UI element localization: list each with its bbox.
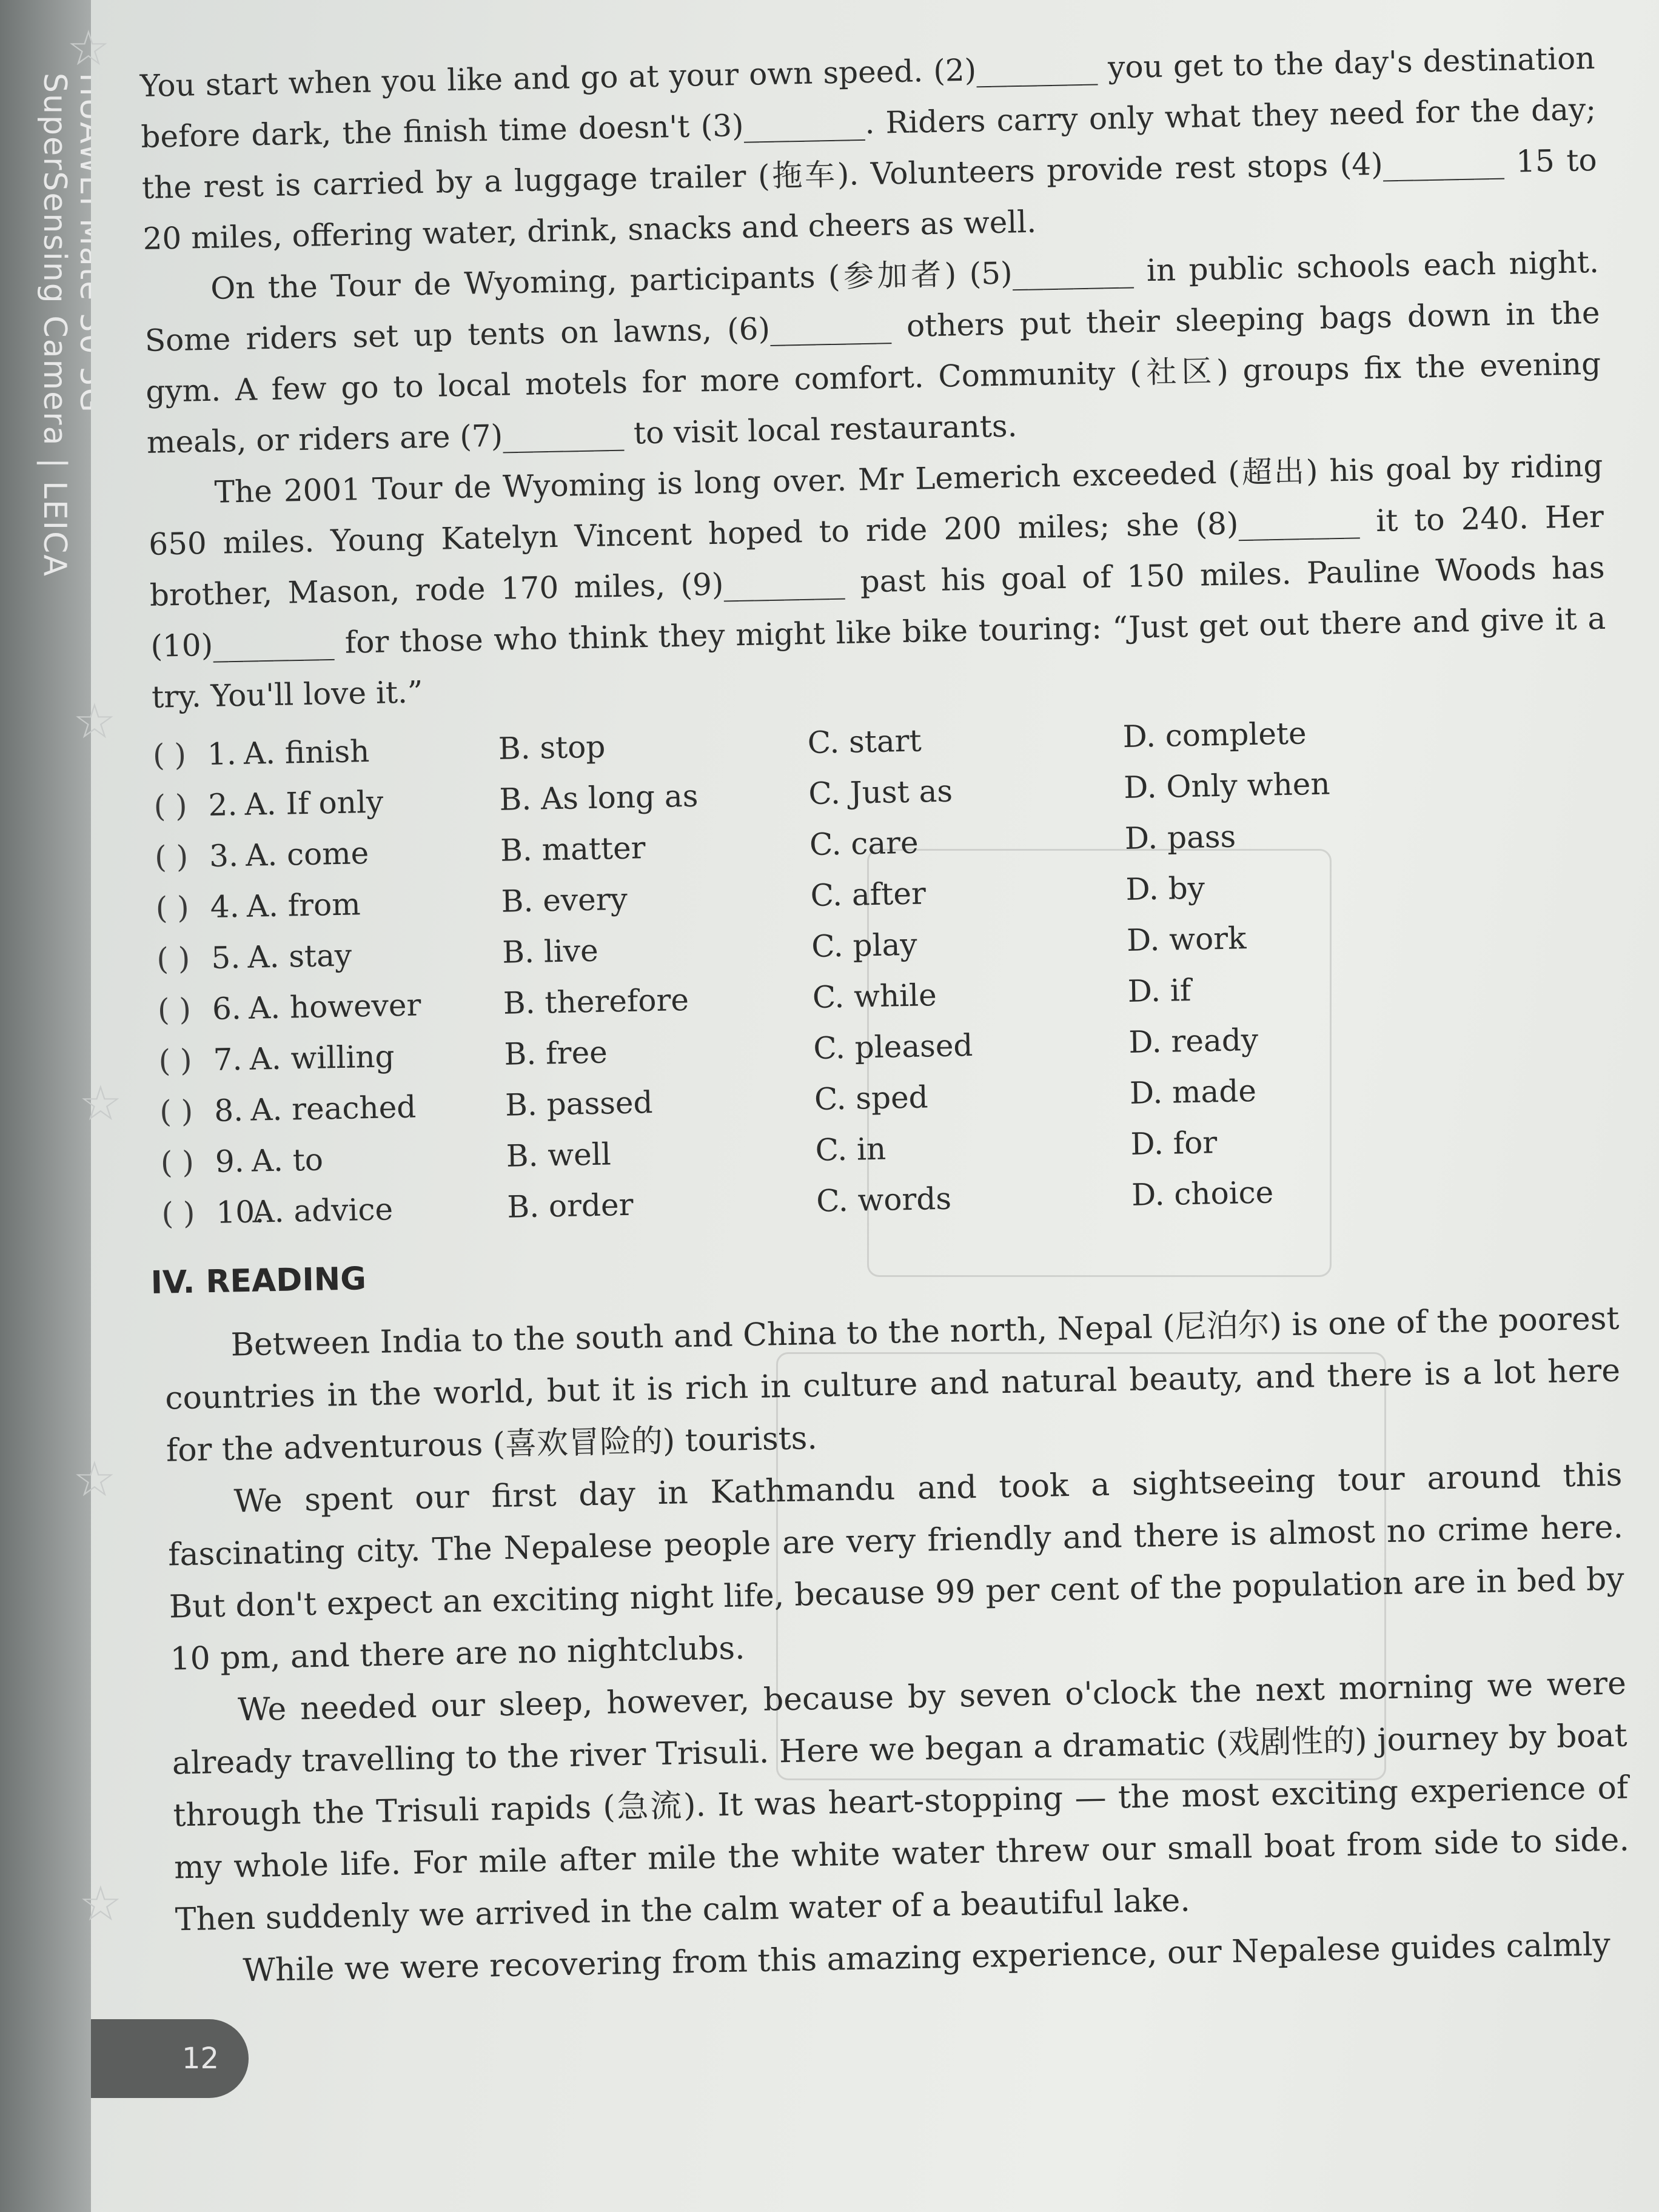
question-2-option-a [208, 774, 500, 831]
reading-paragraph-3: We needed our sleep, however, because by seven o'clock the next morning we were already travelling to the river Trisuli. Here we began a dramatic (戏剧性的) journey by boat through the Trisuli rapids (急流). It was heart-stopping — the most exciting experience of my whole life. For mile after mile the white water threw our small boat from side to side. Then suddenly we arrived in the calm water of a beautiful lake. [172, 1665, 1630, 1939]
question-7-option-d: D. ready [1128, 1022, 1259, 1060]
question-10-option-b: B. order [506, 1187, 634, 1225]
star-icon: ☆ [73, 1451, 116, 1507]
question-8-option-b: B. passed [504, 1085, 653, 1123]
reading-paragraph-2: We spent our first day in Kathmandu and took a sightseeing tour around this fascinating city. The Nepalese people are very friendly and there is almost no crime here. But don't expect an exciting night life, because 99 per cent of the population are in bed by 10 pm, and there are no nightclubs. [167, 1456, 1625, 1678]
question-10-answer-paren: ( ) [161, 1195, 195, 1232]
question-2-option-b: B. As long as [498, 778, 699, 817]
question-number: 10. [215, 1194, 265, 1230]
question-1-option-b: B. stop [498, 729, 606, 766]
question-7-option-c: C. pleased [813, 1027, 973, 1066]
question-1-answer-paren: ( ) [152, 737, 187, 773]
option-text: A. finish [243, 733, 370, 771]
question-8-answer-paren: ( ) [159, 1093, 193, 1130]
question-3-option-c: C. care [809, 825, 919, 863]
question-3-option-d: D. pass [1124, 819, 1236, 857]
question-4-option-d: D. by [1125, 870, 1205, 908]
star-icon: ☆ [79, 1075, 122, 1131]
question-8-option-c: C. sped [814, 1079, 929, 1117]
multiple-choice-options [152, 702, 1617, 1239]
question-number: 3. [209, 838, 239, 874]
question-9-answer-paren: ( ) [160, 1144, 195, 1181]
option-text: A. advice [252, 1191, 394, 1230]
question-8-option-d: D. made [1129, 1073, 1257, 1111]
question-number: 6. [212, 991, 242, 1027]
question-10-option-a [216, 1182, 508, 1238]
question-4-option-c: C. after [810, 876, 927, 914]
question-1-option-d: D. complete [1122, 716, 1307, 755]
cloze-paragraph-1: You start when you like and go at your own speed. (2)________ you get to the day's destination before dark, the finish time doesn't (3)________. Riders carry only what they need for the day; the rest is carried by a luggage trailer (拖车). Volunteers provide rest stops (4)________ 15 to 20 miles, offering water, drink, snacks and cheers as well. [139, 40, 1598, 256]
reading-paragraph-1: Between India to the south and China to the north, Nepal (尼泊尔) is one of the poorest countries in the world, but it is rich in culture and natural beauty, and there is a lot here for the adventurous (喜欢冒险的) tourists. [164, 1300, 1621, 1469]
question-10-option-d: D. choice [1131, 1175, 1274, 1213]
question-6-option-d: D. if [1127, 972, 1191, 1009]
question-4-answer-paren: ( ) [155, 890, 190, 926]
option-text: A. If only [244, 784, 384, 822]
option-text: A. willing [249, 1039, 395, 1077]
star-icon: ☆ [79, 1875, 122, 1932]
question-9-option-b: B. well [506, 1136, 612, 1174]
question-number: 9. [215, 1144, 245, 1179]
option-text: A. stay [247, 937, 352, 975]
question-number: 1. [207, 736, 237, 773]
question-7-option-a [213, 1029, 505, 1085]
star-icon: ☆ [73, 693, 116, 749]
cloze-paragraph-3: The 2001 Tour de Wyoming is long over. Mr Lemerich exceeded (超出) his goal by riding 650 miles. Young Katelyn Vincent hoped to ride 200 miles; she (8)________ it to 240. Her brother, Mason, rode 170 miles, (9)________ past his goal of 150 miles. Pauline Woods has (10)________ for those who think they might like bike touring: “Just get out there and give it a try. You'll love it.” [148, 447, 1606, 715]
question-number: 4. [210, 889, 240, 925]
cloze-paragraph-2: On the Tour de Wyoming, participants (参加者) (5)________ in public schools each night. Some riders set up tents on lawns, (6)________ others put their sleeping bags down in the gym. A few go to local motels for more comfort. Community (社区) groups fix the evening meals, or riders are (7)________ to visit local restaurants. [144, 244, 1601, 460]
star-icon: ☆ [67, 20, 110, 76]
question-3-option-b: B. matter [500, 830, 646, 868]
question-5-option-c: C. play [811, 927, 918, 964]
question-4-option-b: B. every [501, 881, 628, 919]
question-1-option-a [207, 723, 499, 780]
question-8-option-a [213, 1080, 506, 1136]
option-text: A. come [245, 835, 369, 873]
section-heading: IV. READING [150, 1261, 367, 1302]
question-9-option-a [215, 1131, 507, 1187]
question-3-answer-paren: ( ) [154, 839, 189, 875]
question-5-option-a [211, 927, 503, 984]
option-text: A. to [251, 1142, 324, 1179]
reading-passage [164, 1293, 1632, 1999]
question-5-option-d: D. work [1126, 920, 1247, 959]
question-3-option-a [209, 825, 501, 882]
question-2-option-d: D. Only when [1123, 766, 1331, 806]
question-2-option-c: C. Just as [808, 773, 953, 812]
question-7-answer-paren: ( ) [158, 1042, 193, 1079]
question-9-option-c: C. in [815, 1131, 886, 1168]
question-number: 7. [213, 1042, 243, 1078]
book-page [67, 0, 1659, 2212]
question-number: 8. [213, 1093, 244, 1128]
question-2-answer-paren: ( ) [153, 788, 188, 824]
question-6-option-b: B. therefore [503, 982, 689, 1021]
question-1-option-c: C. start [807, 723, 922, 761]
option-text: A. from [246, 886, 361, 924]
watermark-line2: SuperSensing Camera | LEICA [36, 73, 73, 578]
option-text: A. reached [250, 1089, 417, 1128]
option-text: A. however [248, 987, 421, 1026]
page-content [139, 33, 1632, 1998]
question-number: 2. [208, 787, 238, 823]
question-7-option-b: B. free [504, 1034, 608, 1072]
question-6-option-a [212, 978, 504, 1034]
question-number: 5. [210, 940, 241, 976]
question-10-option-c: C. words [816, 1181, 952, 1219]
question-5-option-b: B. live [501, 933, 599, 970]
question-9-option-d: D. for [1130, 1125, 1218, 1162]
question-6-answer-paren: ( ) [157, 991, 192, 1028]
reading-paragraph-4: While we were recovering from this amazing experience, our Nepalese guides calmly [242, 1926, 1611, 1989]
question-5-answer-paren: ( ) [156, 940, 190, 977]
question-4-option-a [210, 876, 502, 933]
page-number: 12 [91, 2019, 249, 2098]
question-6-option-c: C. while [812, 977, 937, 1015]
